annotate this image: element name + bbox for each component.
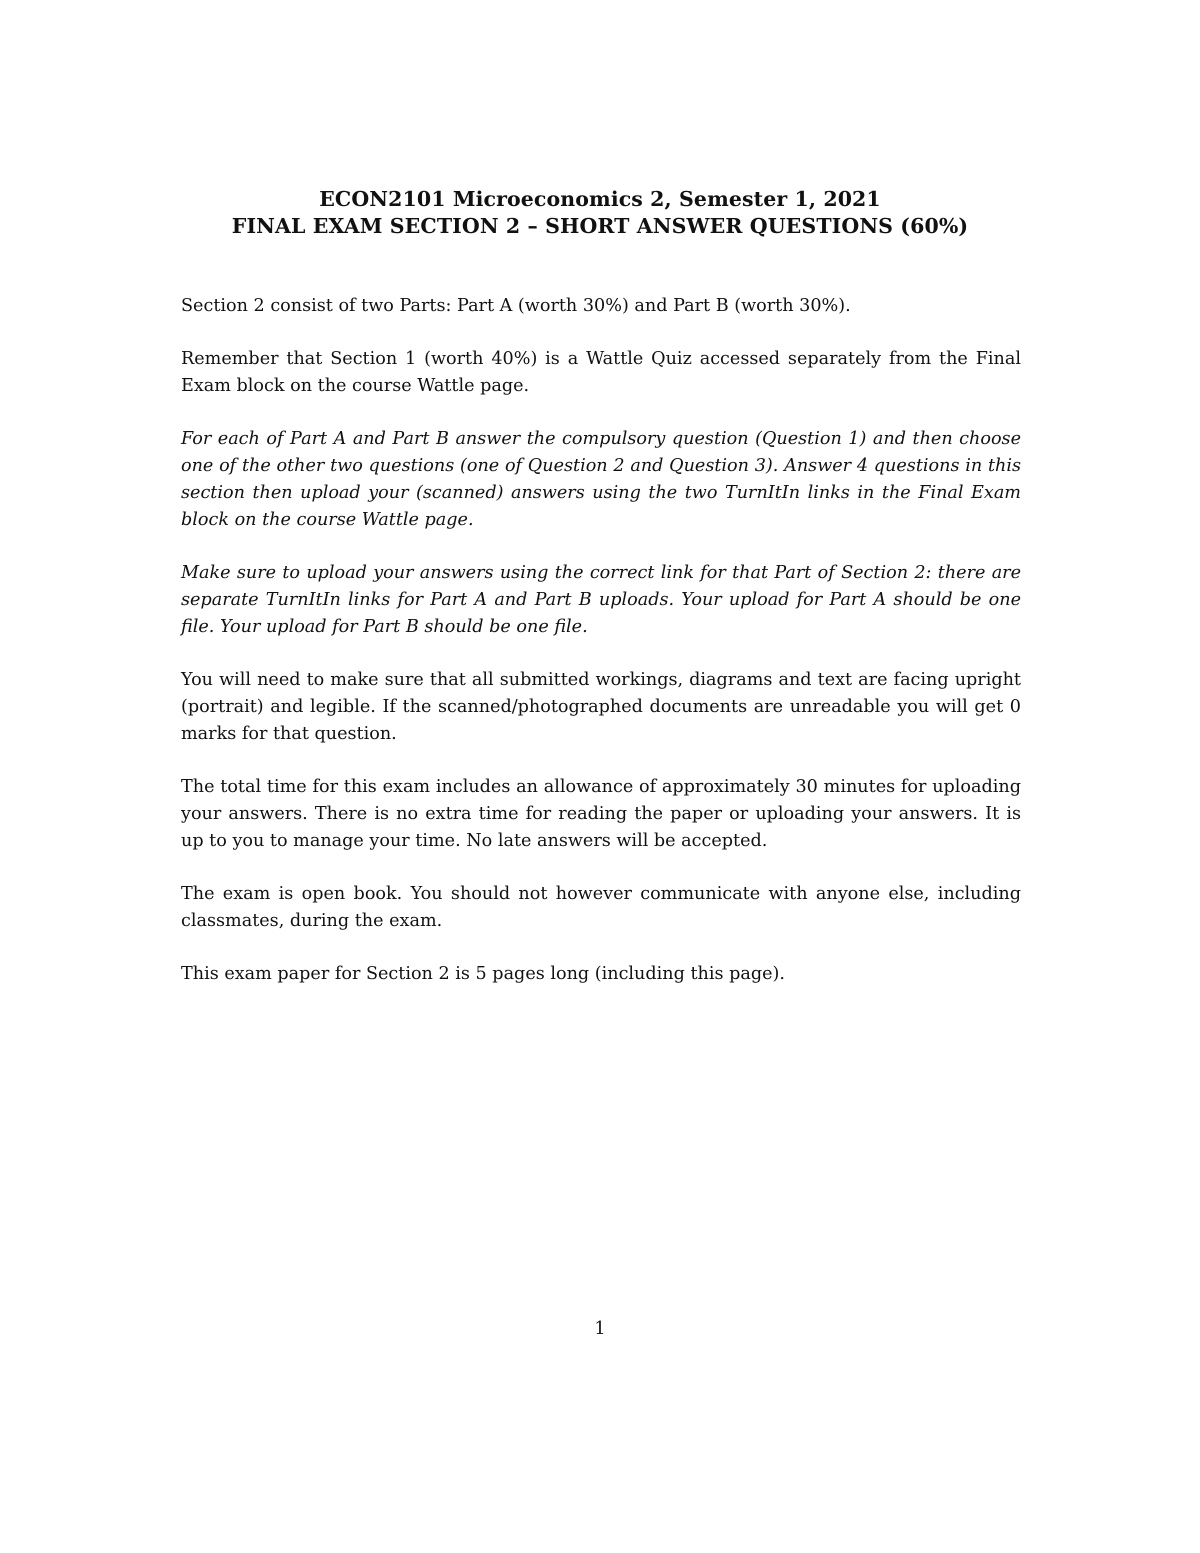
- instruction-paragraph-section1: Remember that Section 1 (worth 40%) is a Wattle Quiz accessed separately from the Final Exam block on the course Wattle page.: [181, 349, 1021, 396]
- section-title: FINAL EXAM SECTION 2 – SHORT ANSWER QUESTIONS (60%): [231, 214, 969, 238]
- instruction-paragraph-page-count: This exam paper for Section 2 is 5 pages long (including this page).: [181, 964, 785, 984]
- instruction-paragraph-upload: Make sure to upload your answers using the correct link for that Part of Section 2: there are separate TurnItIn links for Part A and Part B uploads. Your upload for Part A should be one file. Your upload for Part B should be one file.: [181, 563, 1021, 637]
- course-title: ECON2101 Microeconomics 2, Semester 1, 2021: [319, 187, 881, 211]
- instructions-body: [181, 293, 1021, 1014]
- instruction-paragraph-legibility: You will need to make sure that all submitted workings, diagrams and text are facing upright (portrait) and legible. If the scanned/photographed documents are unreadable you will get 0 marks for that question.: [181, 670, 1021, 744]
- instruction-paragraph-time: The total time for this exam includes an allowance of approximately 30 minutes for uploading your answers. There is no extra time for reading the paper or uploading your answers. It is up to you to manage your time. No late answers will be accepted.: [181, 777, 1021, 851]
- instruction-paragraph-questions: For each of Part A and Part B answer the compulsory question (Question 1) and then choose one of the other two questions (one of Question 2 and Question 3). Answer 4 questions in this section then upload your (scanned) answers using the two TurnItIn links in the Final Exam block on the course Wattle page.: [181, 429, 1021, 530]
- exam-header: [0, 186, 1200, 240]
- instruction-paragraph-open-book: The exam is open book. You should not however communicate with anyone else, including classmates, during the exam.: [181, 884, 1021, 931]
- instruction-paragraph-parts: Section 2 consist of two Parts: Part A (worth 30%) and Part B (worth 30%).: [181, 296, 851, 316]
- page-number: 1: [594, 1319, 606, 1339]
